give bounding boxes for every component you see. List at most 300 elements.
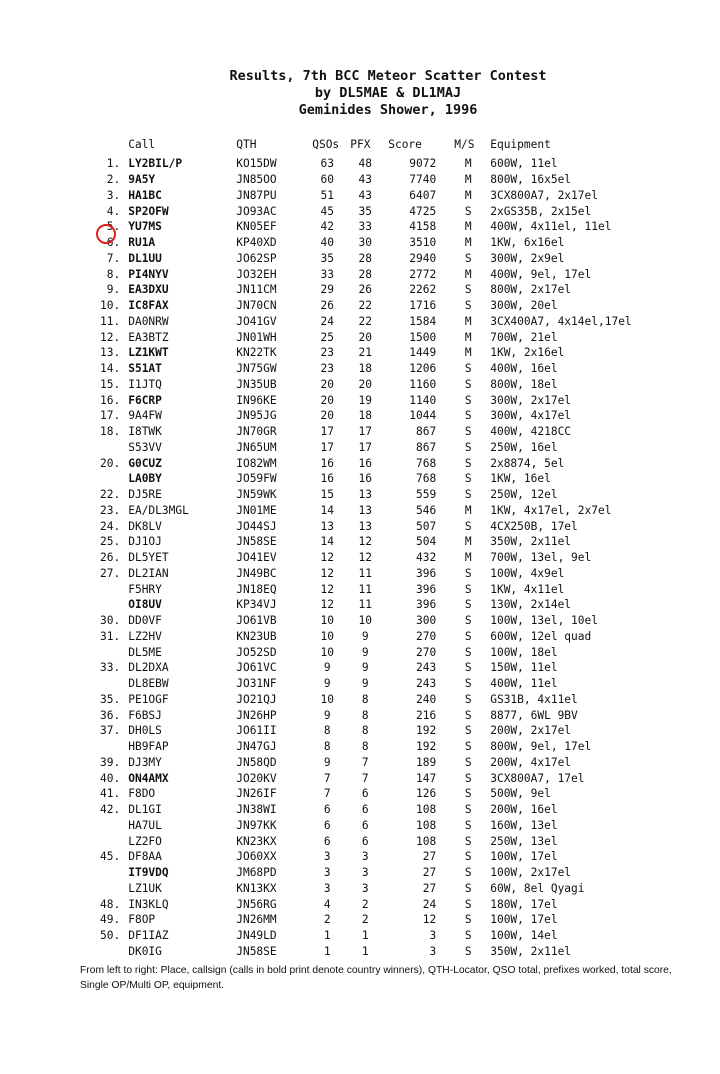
equipment-cell: 60W, 8el Qyagi	[490, 881, 585, 895]
score-cell: 867	[416, 425, 437, 439]
qsos-cell: 20	[320, 377, 334, 391]
ms-cell: S	[464, 377, 472, 391]
call-cell: YU7MS	[128, 220, 162, 234]
place-cell	[96, 865, 124, 881]
pfx-cell: 22	[358, 314, 372, 328]
score-cell: 1500	[409, 330, 437, 344]
results-body	[96, 156, 704, 959]
ms-cell: S	[464, 204, 472, 218]
qth-cell: JO61II	[236, 724, 277, 738]
call-cell: DH0LS	[128, 724, 162, 738]
qth-cell: KN23UB	[236, 629, 277, 643]
score-cell: 2262	[409, 283, 437, 297]
table-row	[96, 707, 704, 723]
equipment-cell: 200W, 2x17el	[490, 724, 572, 738]
score-cell: 126	[416, 787, 437, 801]
highlight-circle	[96, 224, 116, 244]
qth-cell: JO21QJ	[236, 692, 277, 706]
table-row	[96, 629, 704, 645]
qsos-cell: 13	[320, 519, 334, 533]
equipment-cell: 400W, 16el	[490, 362, 558, 376]
qsos-cell: 12	[320, 598, 334, 612]
ms-cell: S	[464, 362, 472, 376]
header-score: Score	[388, 137, 422, 151]
qsos-cell: 14	[320, 503, 334, 517]
qth-cell: JN26IF	[236, 787, 277, 801]
score-cell: 504	[416, 535, 437, 549]
ms-cell: S	[464, 834, 472, 848]
call-cell: DA0NRW	[128, 314, 169, 328]
call-cell: PE1OGF	[128, 692, 169, 706]
table-row	[96, 361, 704, 377]
table-row	[96, 408, 704, 424]
equipment-cell: 300W, 2x9el	[490, 251, 565, 265]
place-cell: 16.	[100, 393, 121, 407]
table-row	[96, 282, 704, 298]
table-row	[96, 692, 704, 708]
score-cell: 6407	[409, 188, 437, 202]
score-cell: 2940	[409, 251, 437, 265]
place-cell	[96, 471, 124, 487]
ms-cell: S	[464, 614, 472, 628]
ms-cell: M	[464, 503, 472, 517]
header-place	[96, 132, 124, 156]
pfx-cell: 11	[358, 598, 372, 612]
ms-cell: S	[464, 645, 472, 659]
pfx-cell: 11	[358, 582, 372, 596]
qsos-cell: 7	[323, 771, 331, 785]
call-cell: DL5YET	[128, 551, 169, 565]
call-cell: 9A5Y	[128, 173, 156, 187]
place-cell	[96, 676, 124, 692]
pfx-cell: 6	[361, 787, 369, 801]
place-cell: 35.	[100, 692, 121, 706]
place-cell: 42.	[100, 803, 121, 817]
pfx-cell: 20	[358, 377, 372, 391]
equipment-cell: 600W, 12el quad	[490, 629, 592, 643]
header-ms: M/S	[454, 137, 475, 151]
qth-cell: IN96KE	[236, 393, 277, 407]
qth-cell: JO20KV	[236, 771, 277, 785]
place-cell	[96, 833, 124, 849]
header-pfx: PFX	[350, 137, 371, 151]
place-cell	[96, 581, 124, 597]
score-cell: 4725	[409, 204, 437, 218]
qth-cell: JN35UB	[236, 377, 277, 391]
qth-cell: JN65UM	[236, 440, 277, 454]
pfx-cell: 3	[361, 866, 369, 880]
qth-cell: KO15DW	[236, 157, 277, 171]
ms-cell: S	[464, 724, 472, 738]
equipment-cell: 100W, 17el	[490, 913, 558, 927]
call-cell: SP2OFW	[128, 204, 169, 218]
score-cell: 243	[416, 677, 437, 691]
qsos-cell: 25	[320, 330, 334, 344]
pfx-cell: 6	[361, 803, 369, 817]
table-row	[96, 723, 704, 739]
ms-cell: S	[464, 944, 472, 958]
score-cell: 216	[416, 708, 437, 722]
qth-cell: JN70CN	[236, 299, 277, 313]
table-row	[96, 944, 704, 960]
table-row	[96, 770, 704, 786]
score-cell: 559	[416, 488, 437, 502]
table-row	[96, 219, 704, 235]
qth-cell: JN58QD	[236, 755, 277, 769]
equipment-cell: 800W, 9el, 17el	[490, 740, 592, 754]
score-cell: 9072	[409, 157, 437, 171]
table-row	[96, 471, 704, 487]
score-cell: 396	[416, 582, 437, 596]
equipment-cell: 300W, 2x17el	[490, 393, 572, 407]
table-row	[96, 377, 704, 393]
equipment-cell: 3CX400A7, 4x14el,17el	[490, 314, 632, 328]
score-cell: 108	[416, 834, 437, 848]
ms-cell: S	[464, 299, 472, 313]
pfx-cell: 13	[358, 503, 372, 517]
call-cell: DD0VF	[128, 614, 162, 628]
score-cell: 243	[416, 661, 437, 675]
pfx-cell: 12	[358, 551, 372, 565]
ms-cell: S	[464, 598, 472, 612]
call-cell: OI8UV	[128, 598, 162, 612]
call-cell: I1JTQ	[128, 377, 162, 391]
place-cell: 25.	[100, 535, 121, 549]
qsos-cell: 24	[320, 314, 334, 328]
score-cell: 7740	[409, 173, 437, 187]
qth-cell: JN26HP	[236, 708, 277, 722]
place-cell: 7.	[106, 251, 121, 265]
pfx-cell: 30	[358, 236, 372, 250]
place-cell: 30.	[100, 614, 121, 628]
ms-cell: S	[464, 771, 472, 785]
qth-cell: JO61VB	[236, 614, 277, 628]
pfx-cell: 18	[358, 362, 372, 376]
call-cell: F8OP	[128, 913, 156, 927]
place-cell	[96, 818, 124, 834]
qsos-cell: 6	[323, 803, 331, 817]
place-cell: 13.	[100, 346, 121, 360]
qsos-cell: 51	[320, 188, 334, 202]
pfx-cell: 2	[361, 897, 369, 911]
pfx-cell: 8	[361, 692, 369, 706]
qsos-cell: 63	[320, 157, 334, 171]
score-cell: 396	[416, 566, 437, 580]
equipment-cell: 400W, 4218CC	[490, 425, 572, 439]
place-cell	[96, 944, 124, 960]
qsos-cell: 7	[323, 787, 331, 801]
ms-cell: M	[464, 236, 472, 250]
table-row	[96, 503, 704, 519]
call-cell: DJ1OJ	[128, 535, 162, 549]
qsos-cell: 3	[323, 850, 331, 864]
score-cell: 507	[416, 519, 437, 533]
footnote: From left to right: Place, callsign (calls in bold print denote country winners), QTH-Locator, QSO total, prefixes worked, total score, Single OP/Multi OP, equipment.	[80, 965, 672, 991]
place-cell: 12.	[100, 330, 121, 344]
qsos-cell: 1	[323, 929, 331, 943]
equipment-cell: 800W, 2x17el	[490, 283, 572, 297]
place-cell: 31.	[100, 629, 121, 643]
place-cell: 14.	[100, 362, 121, 376]
qth-cell: JO60XX	[236, 850, 277, 864]
equipment-cell: 2x8874, 5el	[490, 456, 565, 470]
equipment-cell: GS31B, 4x11el	[490, 692, 578, 706]
pfx-cell: 11	[358, 566, 372, 580]
score-cell: 396	[416, 598, 437, 612]
qth-cell: JO52SD	[236, 645, 277, 659]
equipment-cell: 400W, 9el, 17el	[490, 267, 592, 281]
call-cell: EA/DL3MGL	[128, 503, 189, 517]
ms-cell: S	[464, 472, 472, 486]
qsos-cell: 8	[323, 724, 331, 738]
ms-cell: S	[464, 708, 472, 722]
score-cell: 1044	[409, 409, 437, 423]
equipment-cell: 8877, 6WL 9BV	[490, 708, 578, 722]
place-cell: 2.	[106, 173, 121, 187]
place-cell	[96, 881, 124, 897]
score-cell: 1716	[409, 299, 437, 313]
qsos-cell: 12	[320, 582, 334, 596]
equipment-cell: 1KW, 2x16el	[490, 346, 565, 360]
place-cell: 11.	[100, 314, 121, 328]
document-title: Results, 7th BCC Meteor Scatter Contest	[229, 68, 547, 84]
ms-cell: S	[464, 629, 472, 643]
qsos-cell: 12	[320, 566, 334, 580]
ms-cell: S	[464, 692, 472, 706]
call-cell: RU1A	[128, 236, 156, 250]
pfx-cell: 9	[361, 645, 369, 659]
place-cell: 45.	[100, 850, 121, 864]
equipment-cell: 350W, 2x11el	[490, 535, 572, 549]
table-row	[96, 188, 704, 204]
qsos-cell: 16	[320, 472, 334, 486]
place-cell: 20.	[100, 456, 121, 470]
score-cell: 27	[422, 881, 437, 895]
call-cell: ON4AMX	[128, 771, 169, 785]
pfx-cell: 10	[358, 614, 372, 628]
qsos-cell: 40	[320, 236, 334, 250]
qth-cell: KN23KX	[236, 834, 277, 848]
pfx-cell: 9	[361, 629, 369, 643]
qsos-cell: 17	[320, 425, 334, 439]
table-row	[96, 345, 704, 361]
pfx-cell: 13	[358, 519, 372, 533]
equipment-cell: 100W, 4x9el	[490, 566, 565, 580]
table-row	[96, 581, 704, 597]
place-cell: 50.	[100, 929, 121, 943]
call-cell: HB9FAP	[128, 740, 169, 754]
equipment-cell: 180W, 17el	[490, 897, 558, 911]
equipment-cell: 2xGS35B, 2x15el	[490, 204, 592, 218]
call-cell: 9A4FW	[128, 409, 162, 423]
pfx-cell: 20	[358, 330, 372, 344]
qsos-cell: 3	[323, 881, 331, 895]
equipment-cell: 250W, 12el	[490, 488, 558, 502]
pfx-cell: 3	[361, 881, 369, 895]
score-cell: 300	[416, 614, 437, 628]
equipment-cell: 1KW, 4x11el	[490, 582, 565, 596]
qsos-cell: 45	[320, 204, 334, 218]
header-call: Call	[128, 137, 156, 151]
ms-cell: S	[464, 913, 472, 927]
call-cell: HA7UL	[128, 818, 162, 832]
table-row	[96, 786, 704, 802]
pfx-cell: 9	[361, 677, 369, 691]
score-cell: 3510	[409, 236, 437, 250]
qth-cell: JN70GR	[236, 425, 277, 439]
equipment-cell: 130W, 2x14el	[490, 598, 572, 612]
table-row	[96, 440, 704, 456]
call-cell: DK8LV	[128, 519, 162, 533]
pfx-cell: 9	[361, 661, 369, 675]
call-cell: LZ1UK	[128, 881, 162, 895]
call-cell: DL2DXA	[128, 661, 169, 675]
call-cell: DL1GI	[128, 803, 162, 817]
place-cell: 33.	[100, 661, 121, 675]
table-row	[96, 550, 704, 566]
equipment-cell: 350W, 2x11el	[490, 944, 572, 958]
table-row	[96, 802, 704, 818]
header-qsos: QSOs	[312, 137, 340, 151]
qth-cell: JO93AC	[236, 204, 277, 218]
equipment-cell: 1KW, 4x17el, 2x7el	[490, 503, 612, 517]
qth-cell: JN47GJ	[236, 740, 277, 754]
qsos-cell: 1	[323, 944, 331, 958]
place-cell	[96, 440, 124, 456]
equipment-cell: 600W, 11el	[490, 157, 558, 171]
score-cell: 24	[422, 897, 437, 911]
equipment-cell: 1KW, 16el	[490, 472, 551, 486]
qsos-cell: 60	[320, 173, 334, 187]
table-row	[96, 251, 704, 267]
qth-cell: JN26MM	[236, 913, 277, 927]
ms-cell: M	[464, 330, 472, 344]
qsos-cell: 15	[320, 488, 334, 502]
equipment-cell: 4CX250B, 17el	[490, 519, 578, 533]
pfx-cell: 8	[361, 708, 369, 722]
table-row	[96, 676, 704, 692]
equipment-cell: 100W, 18el	[490, 645, 558, 659]
table-row	[96, 644, 704, 660]
table-row	[96, 172, 704, 188]
equipment-cell: 200W, 4x17el	[490, 755, 572, 769]
equipment-cell: 1KW, 6x16el	[490, 236, 565, 250]
call-cell: DL2IAN	[128, 566, 169, 580]
call-cell: DL1UU	[128, 251, 162, 265]
table-row	[96, 881, 704, 897]
score-cell: 867	[416, 440, 437, 454]
equipment-cell: 400W, 4x11el, 11el	[490, 220, 612, 234]
score-cell: 27	[422, 866, 437, 880]
ms-cell: M	[464, 314, 472, 328]
score-cell: 240	[416, 692, 437, 706]
place-cell: 10.	[100, 299, 121, 313]
table-row	[96, 235, 704, 251]
place-cell	[96, 597, 124, 613]
table-row	[96, 597, 704, 613]
place-cell: 39.	[100, 755, 121, 769]
table-row	[96, 660, 704, 676]
table-row	[96, 739, 704, 755]
qsos-cell: 2	[323, 913, 331, 927]
pfx-cell: 28	[358, 267, 372, 281]
qsos-cell: 10	[320, 692, 334, 706]
qth-cell: KN22TK	[236, 346, 277, 360]
score-cell: 108	[416, 818, 437, 832]
equipment-cell: 800W, 18el	[490, 377, 558, 391]
pfx-cell: 16	[358, 472, 372, 486]
table-row	[96, 203, 704, 219]
call-cell: EA3DXU	[128, 283, 169, 297]
place-cell: 36.	[100, 708, 121, 722]
ms-cell: S	[464, 897, 472, 911]
qth-cell: KN13KX	[236, 881, 277, 895]
qth-cell: JO32EH	[236, 267, 277, 281]
ms-cell: M	[464, 188, 472, 202]
call-cell: F5HRY	[128, 582, 162, 596]
call-cell: DJ3MY	[128, 755, 162, 769]
ms-cell: S	[464, 755, 472, 769]
table-row	[96, 818, 704, 834]
equipment-cell: 200W, 16el	[490, 803, 558, 817]
call-cell: F6CRP	[128, 393, 162, 407]
qsos-cell: 12	[320, 551, 334, 565]
qsos-cell: 23	[320, 346, 334, 360]
qth-cell: JO44SJ	[236, 519, 277, 533]
ms-cell: S	[464, 519, 472, 533]
ms-cell: M	[464, 346, 472, 360]
qth-cell: IO82WM	[236, 456, 277, 470]
table-row	[96, 156, 704, 172]
ms-cell: M	[464, 220, 472, 234]
ms-cell: S	[464, 866, 472, 880]
qth-cell: JO62SP	[236, 251, 277, 265]
qsos-cell: 33	[320, 267, 334, 281]
call-cell: DJ5RE	[128, 488, 162, 502]
ms-cell: S	[464, 456, 472, 470]
place-cell: 27.	[100, 566, 121, 580]
score-cell: 270	[416, 645, 437, 659]
qsos-cell: 3	[323, 866, 331, 880]
place-cell: 5.	[106, 220, 121, 234]
equipment-cell: 100W, 13el, 10el	[490, 614, 598, 628]
score-cell: 1206	[409, 362, 437, 376]
qth-cell: JN95JG	[236, 409, 277, 423]
qsos-cell: 20	[320, 393, 334, 407]
place-cell: 6.	[106, 236, 121, 250]
call-cell: LZ2HV	[128, 629, 162, 643]
qth-cell: KP40XD	[236, 236, 277, 250]
ms-cell: S	[464, 582, 472, 596]
score-cell: 1160	[409, 377, 437, 391]
qsos-cell: 29	[320, 283, 334, 297]
ms-cell: S	[464, 661, 472, 675]
qsos-cell: 14	[320, 535, 334, 549]
pfx-cell: 1	[361, 929, 369, 943]
table-row	[96, 849, 704, 865]
equipment-cell: 800W, 16x5el	[490, 173, 572, 187]
table-row	[96, 314, 704, 330]
table-row	[96, 833, 704, 849]
table-row	[96, 518, 704, 534]
qsos-cell: 9	[323, 661, 331, 675]
pfx-cell: 13	[358, 488, 372, 502]
qth-cell: KN05EF	[236, 220, 277, 234]
place-cell: 40.	[100, 771, 121, 785]
qth-cell: JN11CM	[236, 283, 277, 297]
call-cell: DF8AA	[128, 850, 162, 864]
place-cell: 24.	[100, 519, 121, 533]
